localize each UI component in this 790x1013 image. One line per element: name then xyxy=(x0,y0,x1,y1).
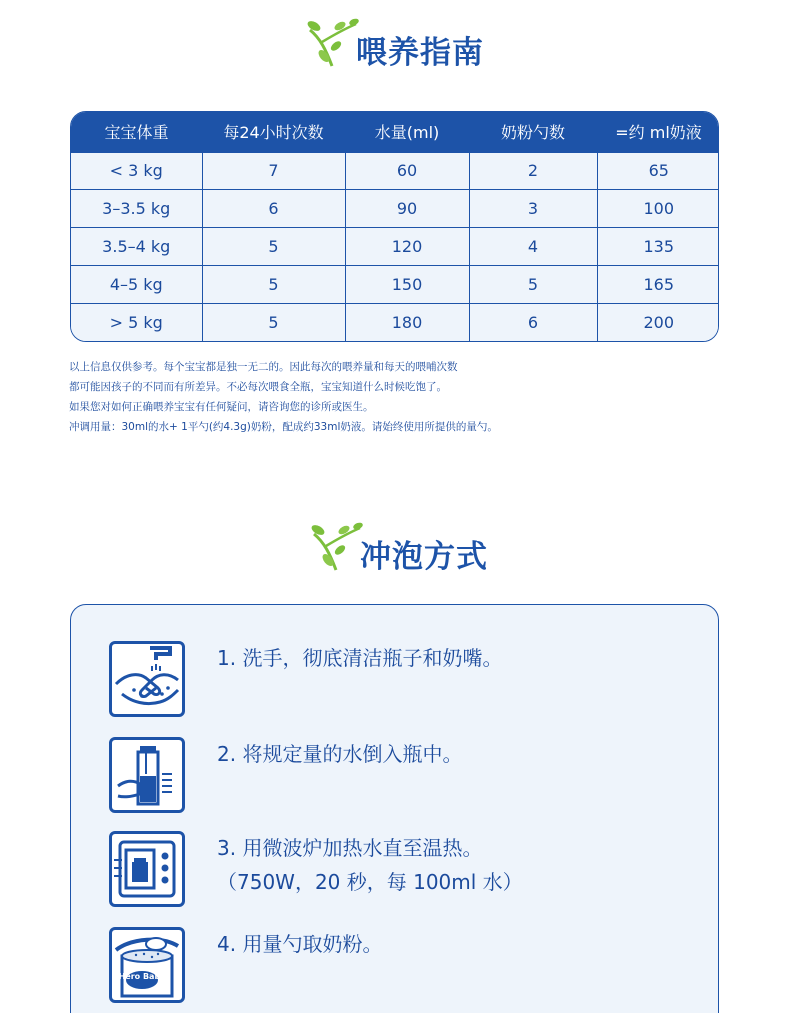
step-item xyxy=(109,927,382,1003)
table-row xyxy=(71,152,719,190)
table-row xyxy=(71,304,719,341)
header-total-ml: =约 ml奶液 xyxy=(597,112,719,152)
table-row xyxy=(71,266,719,304)
table-cell: 90 xyxy=(345,190,469,228)
table-cell: 135 xyxy=(597,228,719,266)
table-cell: 2 xyxy=(469,152,597,190)
pour-water-bottle-icon xyxy=(109,737,185,813)
table-cell: 165 xyxy=(597,266,719,304)
step-item xyxy=(109,737,462,813)
page-title-preparation: 冲泡方式 xyxy=(360,538,488,575)
table-cell: 7 xyxy=(202,152,345,190)
feeding-table xyxy=(70,111,719,342)
page-title-feeding-guide: 喂养指南 xyxy=(356,34,484,71)
note-line: 以上信息仅供参考。每个宝宝都是独一无二的。因此每次的喂养量和每天的喂哺次数 xyxy=(69,361,458,373)
leaf-sprig-icon xyxy=(306,520,364,576)
table-cell: 5 xyxy=(202,266,345,304)
table-cell: 65 xyxy=(597,152,719,190)
preparation-header xyxy=(0,520,790,580)
table-cell: 60 xyxy=(345,152,469,190)
leaf-sprig-icon xyxy=(302,16,360,72)
step-1-text: 1. 洗手，彻底清洁瓶子和奶嘴。 xyxy=(217,646,503,670)
table-cell: > 5 kg xyxy=(71,304,202,341)
table-cell: 3.5–4 kg xyxy=(71,228,202,266)
step-item xyxy=(109,641,502,717)
note-line: 冲调用量：30ml的水+ 1平勺(约4.3g)奶粉，配成约33ml奶液。请始终使用所提供的量勺。 xyxy=(69,421,498,433)
table-cell: 100 xyxy=(597,190,719,228)
table-cell: 5 xyxy=(202,228,345,266)
table-cell: 3 xyxy=(469,190,597,228)
table-cell: 4 xyxy=(469,228,597,266)
note-line: 都可能因孩子的不同而有所差异。不必每次喂食全瓶，宝宝知道什么时候吃饱了。 xyxy=(69,381,447,393)
table-cell: 4–5 kg xyxy=(71,266,202,304)
formula-can-scoop-icon xyxy=(109,927,185,1003)
table-cell: 200 xyxy=(597,304,719,341)
header-water: 水量(ml) xyxy=(345,112,469,152)
note-line: 如果您对如何正确喂养宝宝有任何疑问，请咨询您的诊所或医生。 xyxy=(69,401,374,413)
table-cell: 180 xyxy=(345,304,469,341)
step-3-subtext: （750W，20 秒，每 100ml 水） xyxy=(217,870,523,894)
hand-washing-icon xyxy=(109,641,185,717)
table-cell: 150 xyxy=(345,266,469,304)
step-item xyxy=(109,831,523,907)
step-3-text: 3. 用微波炉加热水直至温热。 xyxy=(217,836,483,860)
header-feeds-per-day: 每24小时次数 xyxy=(202,112,345,152)
step-4-text: 4. 用量勺取奶粉。 xyxy=(217,932,383,956)
preparation-steps-panel xyxy=(70,604,719,1013)
table-cell: 5 xyxy=(202,304,345,341)
table-row xyxy=(71,190,719,228)
feeding-notes xyxy=(69,357,709,437)
header-weight: 宝宝体重 xyxy=(71,112,202,152)
table-cell: 5 xyxy=(469,266,597,304)
table-cell: 3–3.5 kg xyxy=(71,190,202,228)
table-header-row xyxy=(71,112,719,152)
table-cell: < 3 kg xyxy=(71,152,202,190)
step-2-text: 2. 将规定量的水倒入瓶中。 xyxy=(217,742,463,766)
microwave-icon xyxy=(109,831,185,907)
table-cell: 6 xyxy=(469,304,597,341)
table-cell: 120 xyxy=(345,228,469,266)
table-row xyxy=(71,228,719,266)
hero-baby-logo-text: Hero Baby xyxy=(118,972,166,981)
header-scoops: 奶粉勺数 xyxy=(469,112,597,152)
table-cell: 6 xyxy=(202,190,345,228)
feeding-guide-header xyxy=(0,16,790,76)
